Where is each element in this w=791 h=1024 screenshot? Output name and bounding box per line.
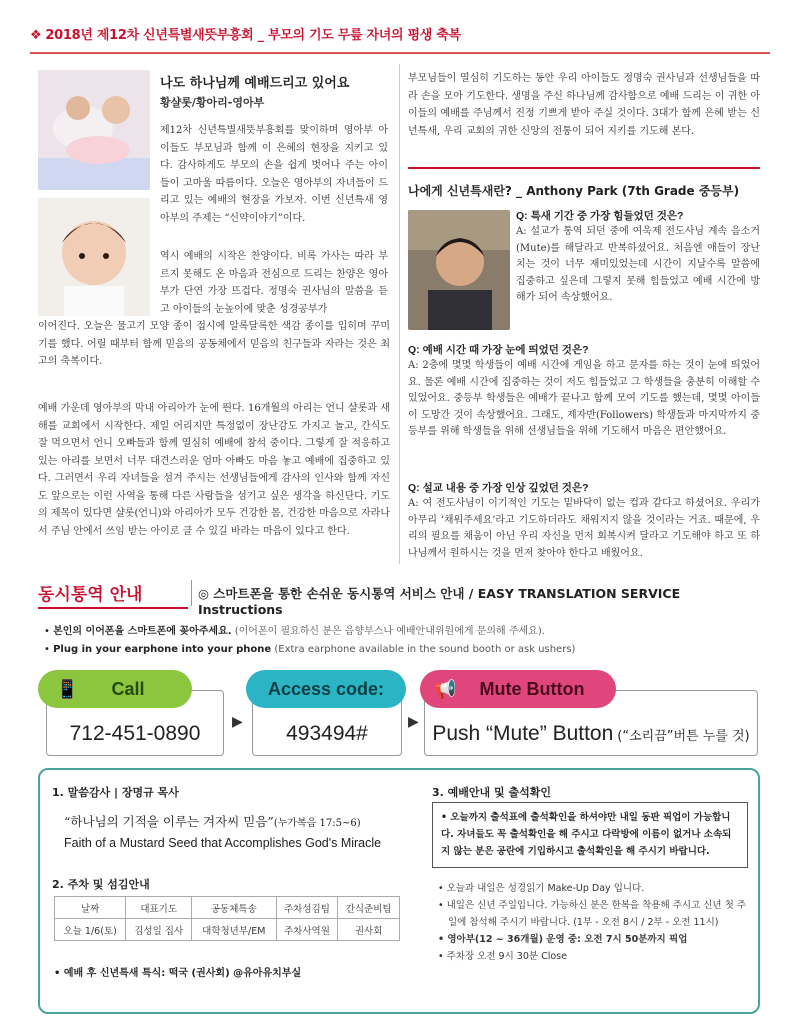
- access-code-pill: [246, 670, 406, 708]
- question-1: Q: 특새 기간 중 가장 힘들었던 것은?: [516, 210, 684, 222]
- photo-toddler: [38, 198, 150, 316]
- table-cell: 주차사역원: [276, 919, 338, 941]
- mute-pill: [420, 670, 616, 708]
- table-header-cell: 공동체특송: [192, 897, 277, 919]
- list-item: • 내일은 신년 주일입니다. 가능하신 분은 한복을 착용해 주시고 신년 첫 주일에 참석해 주시기 바랍니다. (1부 - 오전 8시 / 2부 - 오전 11시): [438, 900, 746, 928]
- table-cell: 권사회: [338, 919, 400, 941]
- diamond-icon: ❖: [30, 28, 42, 43]
- phone-icon: 📱: [56, 678, 79, 699]
- sermon-title-en: Faith of a Mustard Seed that Accomplishes God's Miracle: [64, 836, 382, 850]
- column-divider: [399, 64, 400, 564]
- article-byline: 황샬롯/황아리-영아부: [160, 96, 265, 109]
- instruction-en-note: (Extra earphone available in the sound booth or ask ushers): [271, 644, 576, 655]
- header-title: [30, 24, 770, 43]
- answer-1: A: 설교가 통역 되던 중에 여욱제 전도사님 계속 음소거(Mute)를 해달라고 반복하셨어요. 처음엔 애들이 장난치는 것이 너무 재미있었는데 시간이 지날수록 말씀에 집중하고 싶은데 그렇지 못해 힘들었고 예배 시간에 방해가 되어 속상했어요.: [516, 226, 760, 303]
- photo-anthony: [408, 210, 510, 330]
- instruction-en-strong: Plug in your earphone into your phone: [53, 644, 272, 655]
- article-title: 나도 하나님께 예배드리고 있어요: [160, 76, 350, 91]
- translation-underline: [38, 607, 188, 609]
- interview-qa-2: [408, 342, 760, 441]
- table-header-row: [55, 897, 400, 919]
- interview-qa-3: [408, 480, 760, 562]
- table-header-cell: 대표기도: [126, 897, 192, 919]
- worship-section-title: 3. 예배안내 및 출석확인: [432, 786, 551, 799]
- call-pill: [38, 670, 192, 708]
- arrow-icon-2: ▶: [408, 714, 419, 730]
- megaphone-icon: 📢: [434, 678, 457, 699]
- table-header-cell: 간식준비팀: [338, 897, 400, 919]
- meal-note: • 예배 후 신년특새 특식: 떡국 (권사회) @유아유치부실: [54, 968, 302, 979]
- list-item: • 영아부(12 ~ 36개월) 운영 중: 오전 7시 50분까지 픽업: [438, 934, 688, 945]
- list-item: • 오늘과 내일은 성경읽기 Make-Up Day 입니다.: [438, 883, 645, 894]
- access-code-label: Access code:: [267, 678, 385, 699]
- sermon-title-text: “하나님의 기적을 이루는 겨자씨 믿음”: [64, 814, 274, 829]
- article-paragraph-3: 예배 가운데 영아부의 막내 아리아가 눈에 띈다. 16개월의 아리는 언니 샬롯과 새해를 교회에서 시작한다. 제일 어리지만 특정없이 장난감도 가지고 놀고, 간식도 잘 먹으면서 언니 오빠들과 함께 열심히 예배에 참석 중이다. 그렇게 잘 적응하고 있는 아리를 보면서 너무 대견스러운 엄마 아빠도 마음 놓고 예배에 집중하고 있다. 그러면서 우리 자녀들을 섬겨 주시는 선생님들에게 감사의 인사와 함께 자신도 앞으로는 이런 사역을 통해 다른 사람들을 섬기고 싶은 생각을 하신단다. 기도의 제목이 있다면 샬롯(언니)와 아리아가 모두 건강한 몸, 건강한 마음으로 자라나서 주님 안에서 쓰임 받는 아이로 클 수 있길 바라는 마음이 있다고 한다.: [38, 403, 390, 537]
- duty-table: [54, 896, 400, 941]
- mute-instruction-note: (“소리끔”버튼 누를 것): [617, 728, 750, 744]
- article-paragraph-1: 제12차 신년특별새뜻부흥회를 맞이하며 영아부 아이들도 부모님과 함께 이 은혜의 현장을 지키고 있다. 감사하게도 부모의 손을 쉽게 벗어나 주는 아이들이 고마울 따름이다. 오늘은 영아부의 자녀들이 드리고 있는 예배의 현장을 가보자. 이번 신년특새 영아부의 주제는 “신약이야기”이다.: [160, 125, 388, 224]
- instruction-ko-note: (이어폰이 필요하신 분은 음향부스나 예배안내위원에게 문의해 주세요).: [231, 626, 545, 637]
- mute-label: Mute Button: [479, 678, 585, 699]
- page-header: [30, 24, 770, 54]
- article-paragraph-2-continued: 이어진다. 오늘은 물고기 모양 종이 접시에 알록달록한 색감 종이를 입히며 꾸미기를 했다. 어릴 때부터 함께 믿음의 공동체에서 믿음의 친구들과 자라는 것은 최고의 축복이다.: [38, 321, 390, 367]
- interview-title: 나에게 신년특새란? _ Anthony Park (7th Grade 중등부): [408, 184, 740, 198]
- table-row: [55, 919, 400, 941]
- attendance-notice: • 오늘까지 출석표에 출석확인을 하셔야만 내일 동판 픽업이 가능합니다. 자녀들도 꼭 출석확인을 해 주시고 다락방에 이름이 없거나 소속되지 않는 분은 공란에 기입하시고 출석확인을 해 주시기 바랍니다.: [432, 802, 748, 868]
- list-item: • 주차장 오전 9시 30분 Close: [438, 951, 567, 962]
- table-cell: 대학청년부/EM: [192, 919, 277, 941]
- parking-section-title: 2. 주차 및 섬김안내: [52, 878, 150, 891]
- call-number: 712-451-0890: [69, 722, 201, 745]
- translation-title: 동시통역 안내: [38, 585, 143, 605]
- instruction-bullet-ko: • 본인의 이어폰을 스마트폰에 꽂아주세요. (이어폰이 필요하신 분은 음향부스나 예배안내위원에게 문의해 주세요).: [44, 626, 545, 637]
- article-paragraph-2: 역시 예배의 시작은 찬양이다. 비록 가사는 따라 부르지 못해도 온 마음과 전심으로 드리는 찬양은 영아부가 단연 가장 뜨겁다. 정명숙 권사님의 말씀을 듣고 아이들의 눈높이에 맞춘 성경공부가: [160, 251, 388, 315]
- sermon-reference: (누가복음 17:5~6): [273, 818, 361, 829]
- translation-header: [38, 580, 760, 617]
- instruction-bullet-en: • Plug in your earphone into your phone (Extra earphone available in the sound booth or ask ushers): [44, 644, 576, 655]
- interview-qa-1: [516, 208, 760, 307]
- header-title-text: 2018년 제12차 신년특별새뜻부흥회 _ 부모의 기도 무릎 자녀의 평생 축복: [45, 28, 461, 43]
- table-cell: 김성일 집사: [126, 919, 192, 941]
- sermon-section-title: 1. 말씀감사 | 장명규 목사: [52, 786, 179, 799]
- arrow-icon-1: ▶: [232, 714, 243, 730]
- question-2: Q: 예배 시간 때 가장 눈에 띄었던 것은?: [408, 344, 589, 356]
- instruction-ko-strong: 본인의 이어폰을 스마트폰에 꽂아주세요.: [53, 626, 232, 637]
- mute-instruction: Push “Mute” Button: [432, 722, 614, 745]
- answer-2: A: 2층에 몇몇 학생들이 예배 시간에 게임을 하고 문자를 하는 것이 눈에 띄었어요. 물론 예배 시간에 집중하는 것이 저도 힘들었고 그 학생들을 충분히 이해할 수 있었어요. 중등부 학생들은 예배가 끝나고 함께 모여 기도를 했는데, 몇몇 아이들이 도망간 것이 속상했어요. 그래도, 제자반(Followers) 학생들과 마지막까지 중등부를 위해 학생들을 위해 선생님들을 위해 기도해서 마음은 편안했어요.: [408, 360, 760, 437]
- photo-babies: [38, 70, 150, 190]
- access-code: 493494#: [286, 722, 368, 745]
- sermon-title-ko: [64, 812, 361, 830]
- table-cell: 오늘 1/6(토): [55, 919, 126, 941]
- translation-separator: [191, 580, 192, 606]
- section-divider: [408, 167, 760, 169]
- notice-list: [438, 880, 748, 965]
- question-3: Q: 설교 내용 중 가장 인상 깊었던 것은?: [408, 482, 589, 494]
- table-header-cell: 날짜: [55, 897, 126, 919]
- answer-3: A: 여 전도사님이 이기적인 기도는 밑바닥이 없는 컵과 같다고 하셨어요. 우리가 아무리 ‘채워주세요’라고 기도하더라도 채워지지 않을 것이라는 거죠. 때문에, 우리의 필요를 채움이 아닌 우리 자신을 먼저 회복시켜 달라고 기도해야 하고 또 하나님께서 원하시는 것을 먼저 찾아야 한다고 배웠어요.: [408, 498, 760, 559]
- translation-subtitle: ◎ 스마트폰을 통한 손쉬운 동시통역 서비스 안내 / EASY TRANSLATION SERVICE Instructions: [198, 586, 681, 617]
- call-label: Call: [111, 678, 145, 699]
- article-paragraph-4: 부모님들이 열심히 기도하는 동안 우리 아이들도 정명숙 권사님과 선생님들을 따라 손을 모아 기도한다. 생명을 주신 하나님께 감사함으로 예배 드리는 이 귀한 아이들의 예배를 주님께서 진정 기쁘게 받아 주실 것이다. 3대가 함께 은혜 받는 신년특새, 우리 교회의 귀한 신앙의 전통이 되어 지키를 기도해 본다.: [408, 73, 760, 137]
- table-header-cell: 주차섬김팀: [276, 897, 338, 919]
